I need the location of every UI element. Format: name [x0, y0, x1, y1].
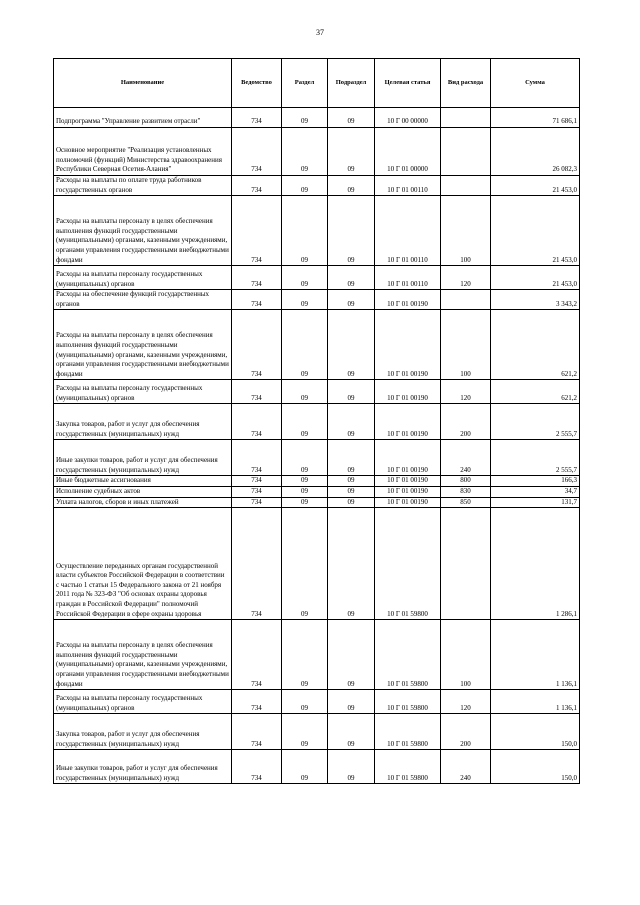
row-subsection: 09	[328, 486, 375, 497]
row-subsection: 09	[328, 508, 375, 620]
header-expense-type: Вид расхода	[441, 59, 491, 108]
row-name: Уплата налогов, сборов и иных платежей	[54, 497, 232, 508]
row-name: Закупка товаров, работ и услуг для обеспечения государственных (муниципальных) нужд	[54, 404, 232, 440]
row-section: 09	[282, 440, 328, 476]
row-department: 734	[232, 714, 282, 750]
table-header-row	[54, 59, 580, 108]
row-amount: 3 343,2	[491, 290, 580, 310]
header-amount: Сумма	[491, 59, 580, 108]
row-amount: 1 136,1	[491, 690, 580, 714]
row-expense-type: 100	[441, 196, 491, 266]
row-subsection: 09	[328, 690, 375, 714]
row-target-article: 10 Г 01 59800	[375, 750, 441, 784]
row-name: Исполнение судебных актов	[54, 486, 232, 497]
row-name: Иные закупки товаров, работ и услуг для обеспечения государственных (муниципальных) нужд	[54, 750, 232, 784]
header-section: Раздел	[282, 59, 328, 108]
table-row	[54, 486, 580, 497]
row-amount: 150,0	[491, 750, 580, 784]
row-expense-type	[441, 128, 491, 176]
row-expense-type: 100	[441, 620, 491, 690]
row-department: 734	[232, 196, 282, 266]
row-target-article: 10 Г 01 00190	[375, 380, 441, 404]
table-row	[54, 108, 580, 128]
table-row	[54, 440, 580, 476]
row-expense-type: 100	[441, 310, 491, 380]
row-name: Расходы на выплаты персоналу в целях обеспечения выполнения функций государственными (муниципальными) органами, казенными учреждениями, органами управления государственными внебюджетными фондами	[54, 310, 232, 380]
row-department: 734	[232, 404, 282, 440]
row-amount: 34,7	[491, 486, 580, 497]
header-name: Наименование	[54, 59, 232, 108]
row-amount: 21 453,0	[491, 196, 580, 266]
row-expense-type: 120	[441, 380, 491, 404]
row-name: Расходы на выплаты персоналу в целях обеспечения выполнения функций государственными (муниципальными) органами, казенными учреждениями, органами управления государственными внебюджетными фондами	[54, 620, 232, 690]
row-amount: 21 453,0	[491, 176, 580, 196]
row-section: 09	[282, 404, 328, 440]
row-name: Осуществление переданных органам государственной власти субъектов Российской Федерации в соответствии с частью 1 статьи 15 Федерального закона от 21 ноября 2011 года № 323-ФЗ "Об основах охраны здоровья граждан в Российской Федерации" полномочий Российской Федерации в сфере охраны здоровья	[54, 508, 232, 620]
row-department: 734	[232, 690, 282, 714]
table-row	[54, 508, 580, 620]
row-expense-type: 200	[441, 404, 491, 440]
row-section: 09	[282, 476, 328, 487]
row-department: 734	[232, 440, 282, 476]
row-subsection: 09	[328, 310, 375, 380]
row-subsection: 09	[328, 750, 375, 784]
row-section: 09	[282, 290, 328, 310]
row-subsection: 09	[328, 404, 375, 440]
row-department: 734	[232, 290, 282, 310]
table-row	[54, 497, 580, 508]
row-target-article: 10 Г 01 00190	[375, 440, 441, 476]
row-name: Расходы на выплаты по оплате труда работников государственных органов	[54, 176, 232, 196]
row-amount: 21 453,0	[491, 266, 580, 290]
row-section: 09	[282, 266, 328, 290]
row-target-article: 10 Г 01 59800	[375, 714, 441, 750]
row-subsection: 09	[328, 176, 375, 196]
row-amount: 26 082,3	[491, 128, 580, 176]
row-amount: 1 286,1	[491, 508, 580, 620]
row-department: 734	[232, 310, 282, 380]
row-name: Расходы на выплаты персоналу государственных (муниципальных) органов	[54, 266, 232, 290]
row-section: 09	[282, 128, 328, 176]
table-row	[54, 266, 580, 290]
row-department: 734	[232, 486, 282, 497]
row-name: Подпрограмма "Управление развитием отрасли"	[54, 108, 232, 128]
row-expense-type: 120	[441, 690, 491, 714]
row-amount: 1 136,1	[491, 620, 580, 690]
table-row	[54, 404, 580, 440]
row-department: 734	[232, 497, 282, 508]
row-section: 09	[282, 196, 328, 266]
row-subsection: 09	[328, 128, 375, 176]
row-section: 09	[282, 176, 328, 196]
row-department: 734	[232, 750, 282, 784]
row-target-article: 10 Г 01 00190	[375, 310, 441, 380]
row-target-article: 10 Г 01 59800	[375, 508, 441, 620]
row-section: 09	[282, 750, 328, 784]
table-row	[54, 476, 580, 487]
row-department: 734	[232, 476, 282, 487]
header-department: Ведомство	[232, 59, 282, 108]
table-body	[54, 108, 580, 784]
row-name: Расходы на выплаты персоналу государственных (муниципальных) органов	[54, 380, 232, 404]
table-row	[54, 380, 580, 404]
row-amount: 166,3	[491, 476, 580, 487]
row-expense-type: 800	[441, 476, 491, 487]
row-expense-type: 850	[441, 497, 491, 508]
row-subsection: 09	[328, 714, 375, 750]
row-amount: 150,0	[491, 714, 580, 750]
row-subsection: 09	[328, 380, 375, 404]
row-name: Расходы на выплаты персоналу государственных (муниципальных) органов	[54, 690, 232, 714]
row-target-article: 10 Г 01 00190	[375, 486, 441, 497]
row-subsection: 09	[328, 476, 375, 487]
row-subsection: 09	[328, 266, 375, 290]
row-expense-type	[441, 108, 491, 128]
row-expense-type	[441, 508, 491, 620]
row-subsection: 09	[328, 497, 375, 508]
row-target-article: 10 Г 01 00190	[375, 497, 441, 508]
row-subsection: 09	[328, 196, 375, 266]
row-subsection: 09	[328, 440, 375, 476]
row-department: 734	[232, 128, 282, 176]
row-target-article: 10 Г 01 00190	[375, 476, 441, 487]
row-amount: 2 555,7	[491, 404, 580, 440]
row-target-article: 10 Г 01 59800	[375, 620, 441, 690]
table-row	[54, 310, 580, 380]
row-target-article: 10 Г 01 00110	[375, 266, 441, 290]
budget-table	[53, 58, 580, 784]
row-department: 734	[232, 380, 282, 404]
row-name: Расходы на обеспечение функций государственных органов	[54, 290, 232, 310]
row-section: 09	[282, 310, 328, 380]
row-subsection: 09	[328, 108, 375, 128]
row-section: 09	[282, 108, 328, 128]
row-amount: 621,2	[491, 380, 580, 404]
row-department: 734	[232, 620, 282, 690]
row-target-article: 10 Г 00 00000	[375, 108, 441, 128]
row-section: 09	[282, 714, 328, 750]
row-expense-type: 240	[441, 750, 491, 784]
row-section: 09	[282, 486, 328, 497]
row-expense-type	[441, 176, 491, 196]
row-target-article: 10 Г 01 00110	[375, 176, 441, 196]
row-amount: 131,7	[491, 497, 580, 508]
page-number: 37	[316, 28, 324, 37]
table-row	[54, 714, 580, 750]
row-section: 09	[282, 508, 328, 620]
row-department: 734	[232, 176, 282, 196]
row-department: 734	[232, 266, 282, 290]
row-expense-type: 240	[441, 440, 491, 476]
row-name: Иные закупки товаров, работ и услуг для обеспечения государственных (муниципальных) нужд	[54, 440, 232, 476]
table-row	[54, 128, 580, 176]
row-section: 09	[282, 620, 328, 690]
row-target-article: 10 Г 01 00190	[375, 290, 441, 310]
table-row	[54, 176, 580, 196]
row-amount: 2 555,7	[491, 440, 580, 476]
row-name: Закупка товаров, работ и услуг для обеспечения государственных (муниципальных) нужд	[54, 714, 232, 750]
row-amount: 71 686,1	[491, 108, 580, 128]
row-name: Иные бюджетные ассигнования	[54, 476, 232, 487]
row-subsection: 09	[328, 290, 375, 310]
table-row	[54, 290, 580, 310]
row-subsection: 09	[328, 620, 375, 690]
table-row	[54, 690, 580, 714]
row-expense-type	[441, 290, 491, 310]
row-expense-type: 830	[441, 486, 491, 497]
row-expense-type: 120	[441, 266, 491, 290]
table-row	[54, 196, 580, 266]
row-target-article: 10 Г 01 00110	[375, 196, 441, 266]
header-subsection: Подраздел	[328, 59, 375, 108]
row-department: 734	[232, 508, 282, 620]
row-section: 09	[282, 690, 328, 714]
table-row	[54, 620, 580, 690]
row-section: 09	[282, 380, 328, 404]
row-name: Основное мероприятие "Реализация установленных полномочий (функций) Министерства здравоохранения Республики Северная Осетия-Алания"	[54, 128, 232, 176]
row-section: 09	[282, 497, 328, 508]
header-target-article: Целевая статья	[375, 59, 441, 108]
table-row	[54, 750, 580, 784]
row-name: Расходы на выплаты персоналу в целях обеспечения выполнения функций государственными (муниципальными) органами, казенными учреждениями, органами управления государственными внебюджетными фондами	[54, 196, 232, 266]
row-target-article: 10 Г 01 00190	[375, 404, 441, 440]
row-target-article: 10 Г 01 59800	[375, 690, 441, 714]
row-amount: 621,2	[491, 310, 580, 380]
row-department: 734	[232, 108, 282, 128]
row-target-article: 10 Г 01 00000	[375, 128, 441, 176]
row-expense-type: 200	[441, 714, 491, 750]
